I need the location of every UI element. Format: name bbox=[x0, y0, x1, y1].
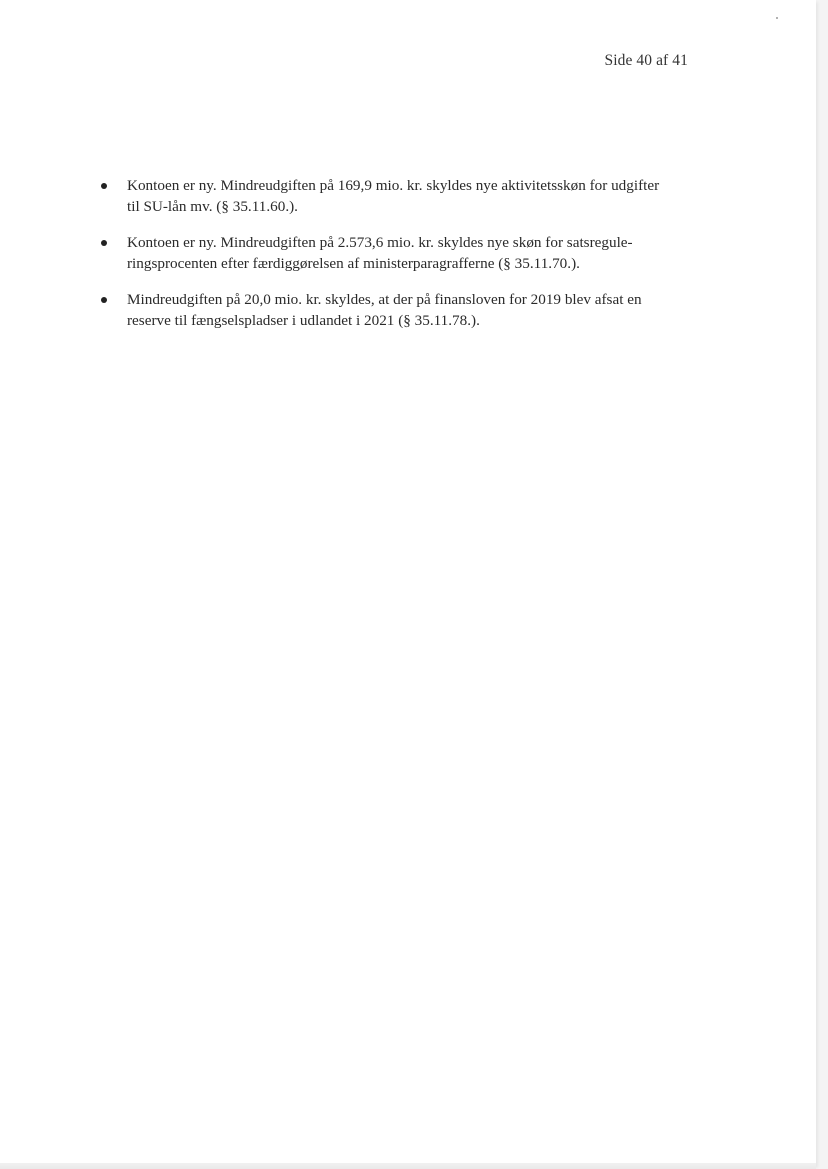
bullet-dot-icon bbox=[101, 240, 107, 246]
bullet-dot-icon bbox=[101, 297, 107, 303]
bullet-text-line: ringsprocenten efter færdiggørelsen af ministerparagrafferne (§ 35.11.70.). bbox=[127, 254, 580, 272]
bullet-dot-icon bbox=[101, 183, 107, 189]
scan-artifact-dot bbox=[776, 17, 778, 19]
page-number: Side 40 af 41 bbox=[604, 52, 688, 69]
bullet-text-line: til SU-lån mv. (§ 35.11.60.). bbox=[127, 197, 298, 215]
bullet-text-line: reserve til fængselspladser i udlandet i 2021 (§ 35.11.78.). bbox=[127, 311, 480, 329]
list-item bbox=[96, 176, 696, 217]
list-item bbox=[96, 290, 696, 331]
bullet-text-line: Kontoen er ny. Mindreudgiften på 2.573,6 mio. kr. skyldes nye skøn for satsregule- bbox=[127, 234, 633, 251]
bullet-list bbox=[96, 176, 696, 347]
page-bottom-edge bbox=[0, 1163, 816, 1169]
list-item bbox=[96, 233, 696, 274]
bullet-text-line: Mindreudgiften på 20,0 mio. kr. skyldes, at der på finansloven for 2019 blev afsat en bbox=[127, 291, 642, 308]
bullet-text-line: Kontoen er ny. Mindreudgiften på 169,9 mio. kr. skyldes nye aktivitetsskøn for udgifter bbox=[127, 177, 660, 194]
